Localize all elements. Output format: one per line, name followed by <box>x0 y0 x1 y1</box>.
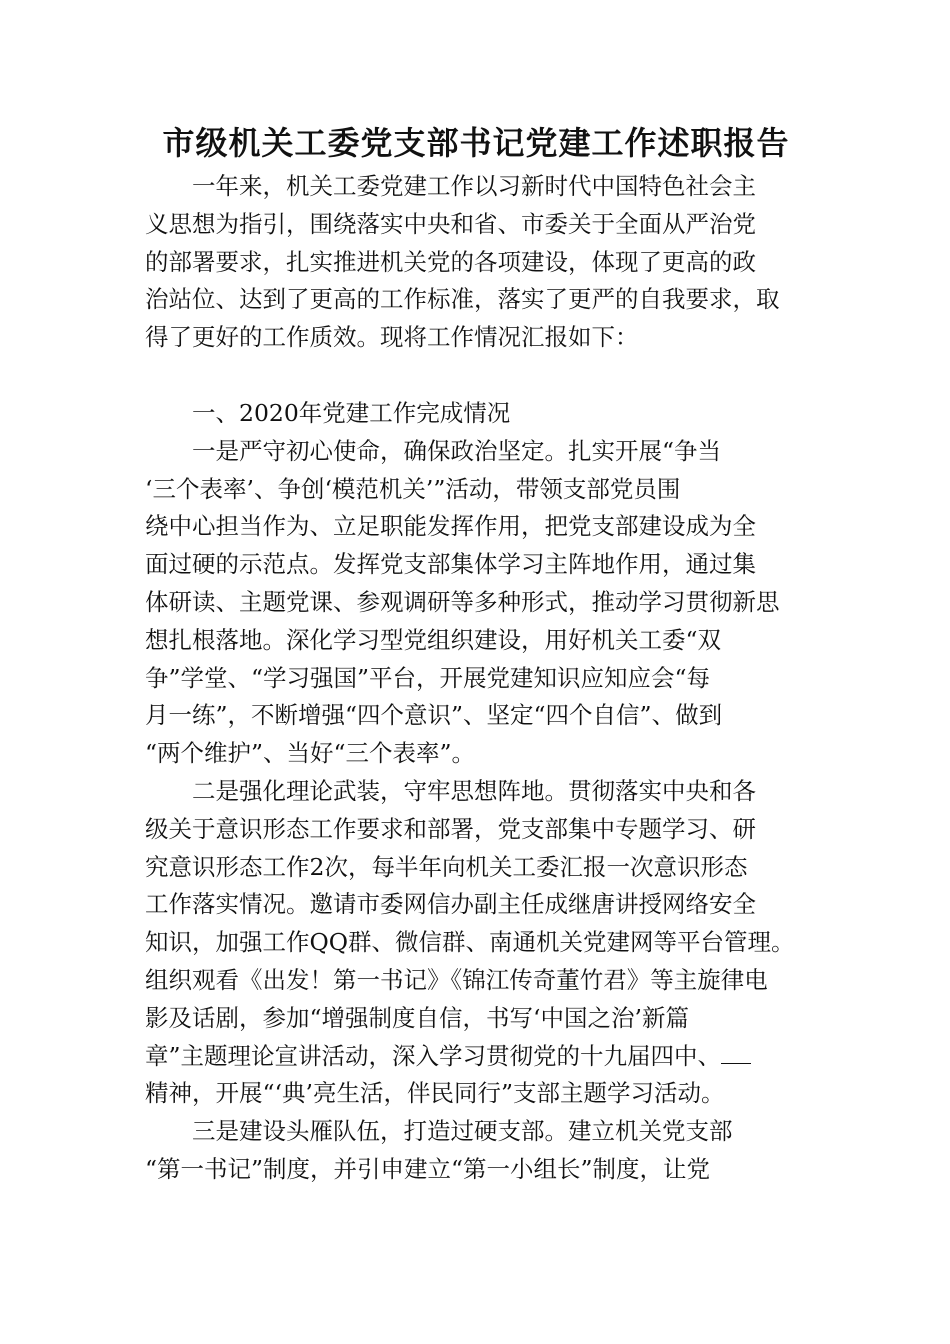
text-line: 二是强化理论武装，守牢思想阵地。贯彻落实中央和各 <box>192 776 756 805</box>
text-line: 的部署要求，扎实推进机关党的各项建设，体现了更高的政 <box>145 247 756 276</box>
text-line: 一年来，机关工委党建工作以习新时代中国特色社会主 <box>192 172 756 200</box>
text-line: 组织观看《出发！第一书记》《锦江传奇董竹君》等主旋律电 <box>145 965 768 994</box>
text-line: 绕中心担当作为、立足职能发挥作用，把党支部建设成为全 <box>145 512 756 541</box>
text-line: 月一练”，不断增强“四个意识”、坚定“四个自信”、做到 <box>145 701 723 730</box>
text-line: 级关于意识形态工作要求和部署，党支部集中专题学习、研 <box>145 814 756 843</box>
text-line: 一是严守初心使命，确保政治坚定。扎实开展“争当 <box>192 436 722 465</box>
text-line: 知识，加强工作QQ群、微信群、南通机关党建网等平台管理。 <box>145 928 795 957</box>
text-line: ‘三个表率’、争创‘模范机关’”活动，带领支部党员围 <box>145 474 681 503</box>
section1-heading: 一、2020年党建工作完成情况 <box>192 398 511 427</box>
text-line: “第一书记”制度，并引申建立“第一小组长”制度，让党 <box>145 1154 711 1183</box>
text-line-with-blank <box>145 1038 807 1076</box>
text-line: 章”主题理论宣讲活动，深入学习贯彻党的十九届四中、 <box>145 1041 722 1070</box>
text-line: 义思想为指引，围绕落实中央和省、市委关于全面从严治党 <box>145 209 756 238</box>
text-line: 争”学堂、“学习强国”平台，开展党建知识应知应会“每 <box>145 663 711 692</box>
text-line: 体研读、主题党课、参观调研等多种形式，推动学习贯彻新思 <box>145 587 780 616</box>
text-line: “两个维护”、当好“三个表率”。 <box>145 739 476 768</box>
text-line: 面过硬的示范点。发挥党支部集体学习主阵地作用，通过集 <box>145 550 756 579</box>
text-line: 想扎根落地。深化学习型党组织建设，用好机关工委“双 <box>145 625 722 654</box>
text-line: 三是建设头雁队伍，打造过硬支部。建立机关党支部 <box>192 1117 733 1146</box>
text-line: 治站位、达到了更高的工作标准，落实了更严的自我要求，取 <box>145 285 780 314</box>
paragraph-gap <box>145 357 807 395</box>
text-line: 工作落实情况。邀请市委网信办副主任成继唐讲授网络安全 <box>145 890 756 919</box>
document-title: 市级机关工委党支部书记党建工作述职报告 <box>162 124 790 162</box>
paragraph-2 <box>145 773 807 1113</box>
text-line: 影及话剧，参加“增强制度自信，书写‘中国之治’新篇 <box>145 1003 689 1032</box>
paragraph-3 <box>145 1113 807 1189</box>
section-heading <box>145 395 807 433</box>
paragraph-1 <box>145 433 807 773</box>
text-line: 得了更好的工作质效。现将工作情况汇报如下： <box>145 323 639 352</box>
fill-in-blank <box>721 1045 751 1064</box>
text-line: 究意识形态工作2次，每半年向机关工委汇报一次意识形态 <box>145 852 748 881</box>
intro-paragraph <box>145 168 807 357</box>
document-page <box>145 118 807 1189</box>
text-line: 精神，开展“‘典’亮生活，伴民同行”支部主题学习活动。 <box>145 1079 725 1108</box>
